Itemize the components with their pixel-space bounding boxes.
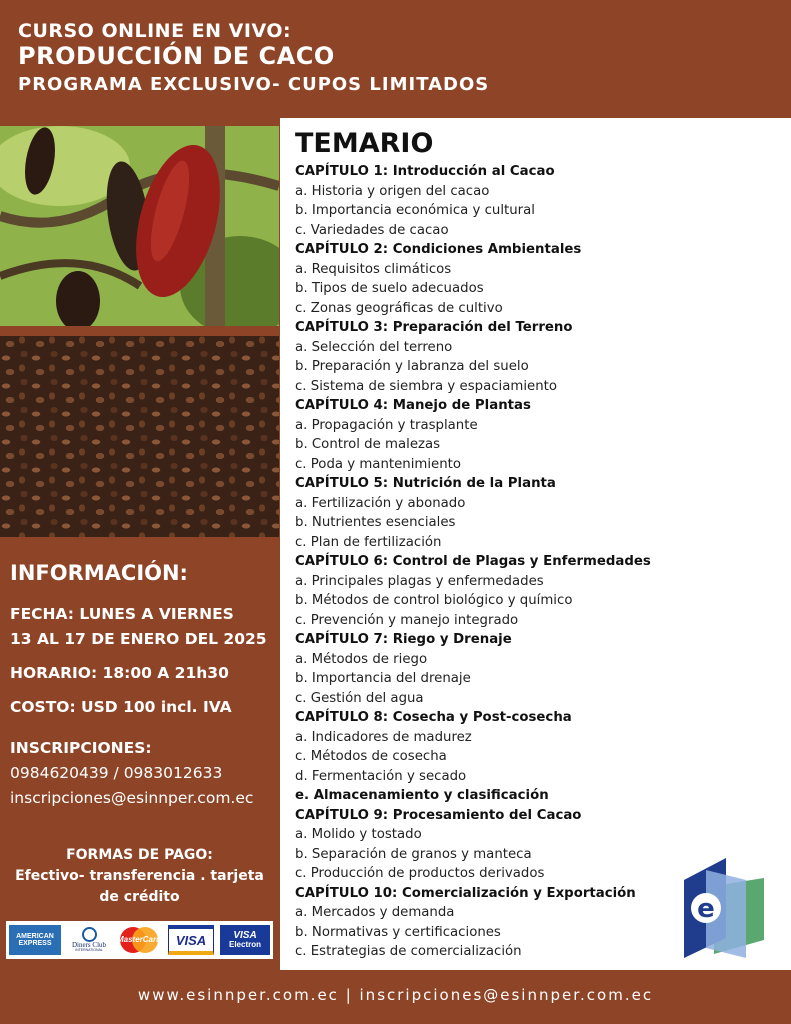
electron-label: Electron xyxy=(228,940,261,949)
chapter-item: c. Métodos de cosecha xyxy=(295,749,447,764)
course-subtitle: PROGRAMA EXCLUSIVO- CUPOS LIMITADOS xyxy=(18,74,490,95)
chapter-item: b. Importancia económica y cultural xyxy=(295,203,535,218)
payment-cards xyxy=(6,921,273,959)
visa-card-icon xyxy=(168,925,214,955)
course-type: CURSO ONLINE EN VIVO: xyxy=(18,20,292,42)
logo-letter: e xyxy=(697,894,715,924)
costo-line: COSTO: USD 100 incl. IVA xyxy=(10,698,232,716)
chapter-item: a. Fertilización y abonado xyxy=(295,495,466,511)
pago-title: FORMAS DE PAGO: xyxy=(66,847,213,863)
chapter-item: a. Selección del terreno xyxy=(295,339,453,355)
horario-line: HORARIO: 18:00 A 21h30 xyxy=(10,664,229,682)
chapter-item: c. Prevención y manejo integrado xyxy=(295,612,519,628)
diners-card-icon xyxy=(65,925,113,955)
chapter-heading: e. Almacenamiento y clasificación xyxy=(295,788,549,803)
chapter-heading: CAPÍTULO 4: Manejo de Plantas xyxy=(295,398,531,413)
chapter-heading: CAPÍTULO 3: Preparación del Terreno xyxy=(295,320,573,335)
chapter-item: d. Fermentación y secado xyxy=(295,768,467,784)
chapter-item: c. Zonas geográficas de cultivo xyxy=(295,300,503,316)
footer-contact: www.esinnper.com.ec | inscripciones@esinnper.com.ec xyxy=(0,970,791,1024)
chapter-item: c. Estrategias de comercialización xyxy=(295,944,522,959)
chapter-item: b. Normativas y certificaciones xyxy=(295,924,501,940)
chapter-heading: CAPÍTULO 1: Introducción al Cacao xyxy=(295,164,555,179)
chapter-heading: CAPÍTULO 2: Condiciones Ambientales xyxy=(295,242,582,257)
inscripciones-label: INSCRIPCIONES: xyxy=(10,739,152,757)
chapter-heading: CAPÍTULO 7: Riego y Drenaje xyxy=(295,632,512,647)
header-banner xyxy=(0,0,791,118)
info-panel xyxy=(0,545,279,970)
chapter-item: c. Plan de fertilización xyxy=(295,534,442,550)
chapter-heading: CAPÍTULO 8: Cosecha y Post-cosecha xyxy=(295,710,572,725)
chapter-item: a. Indicadores de madurez xyxy=(295,729,472,745)
esinnper-logo xyxy=(684,858,764,966)
pago-line-2: de crédito xyxy=(99,889,180,905)
cacao-pod-photo xyxy=(0,126,279,326)
phone-numbers: 0984620439 / 0983012633 xyxy=(10,764,223,782)
temario-list xyxy=(295,162,785,962)
mastercard-card-icon xyxy=(116,925,162,955)
fecha-line-1: FECHA: LUNES A VIERNES xyxy=(10,605,234,623)
chapter-item: a. Molido y tostado xyxy=(295,827,422,842)
chapter-item: a. Métodos de riego xyxy=(295,651,428,667)
chapter-item: a. Requisitos climáticos xyxy=(295,261,452,277)
chapter-item: c. Producción de productos derivados xyxy=(295,866,545,881)
course-title: PRODUCCIÓN DE CACO xyxy=(18,42,335,70)
mastercard-label: MasterCard xyxy=(116,935,161,944)
temario-title: TEMARIO xyxy=(295,128,434,159)
chapter-item: c. Gestión del agua xyxy=(295,690,424,706)
chapter-item: b. Nutrientes esenciales xyxy=(295,515,456,530)
amex-card-icon xyxy=(9,925,61,955)
chapter-item: b. Importancia del drenaje xyxy=(295,671,471,686)
chapter-item: b. Tipos de suelo adecuados xyxy=(295,281,484,296)
temario-panel xyxy=(280,118,791,970)
chapter-heading: CAPÍTULO 9: Procesamiento del Cacao xyxy=(295,807,582,823)
fecha-line-2: 13 AL 17 DE ENERO DEL 2025 xyxy=(10,630,267,648)
chapter-item: b. Control de malezas xyxy=(295,437,441,452)
cacao-beans-photo xyxy=(0,336,279,537)
chapter-heading: CAPÍTULO 10: Comercialización y Exportación xyxy=(295,885,636,901)
chapter-item: c. Poda y mantenimiento xyxy=(295,456,462,472)
chapter-heading: CAPÍTULO 5: Nutrición de la Planta xyxy=(295,476,556,491)
chapter-item: a. Historia y origen del cacao xyxy=(295,183,490,199)
visa-electron-label: VISA xyxy=(233,930,257,941)
chapter-item: a. Mercados y demanda xyxy=(295,905,455,920)
amex-label: AMERICAN EXPRESS xyxy=(16,933,54,947)
chapter-item: c. Sistema de siembra y espaciamiento xyxy=(295,378,557,394)
pago-line-1: Efectivo- transferencia . tarjeta xyxy=(15,868,264,884)
diners-label: Diners Club xyxy=(71,941,107,950)
diners-sub-label: INTERNATIONAL xyxy=(75,948,103,953)
chapter-item: b. Métodos de control biológico y químico xyxy=(295,593,573,608)
visa-label: VISA xyxy=(175,932,207,948)
chapter-item: a. Propagación y trasplante xyxy=(295,417,478,433)
visa-electron-card-icon xyxy=(220,925,270,955)
chapter-item: c. Variedades de cacao xyxy=(295,222,449,238)
contact-email[interactable]: inscripciones@esinnper.com.ec xyxy=(10,789,254,807)
chapter-item: a. Principales plagas y enfermedades xyxy=(295,573,544,589)
chapter-item: b. Separación de granos y manteca xyxy=(295,846,532,862)
info-title: INFORMACIÓN: xyxy=(10,561,188,585)
diners-circle-icon xyxy=(82,927,97,942)
chapter-item: b. Preparación y labranza del suelo xyxy=(295,359,529,374)
chapter-heading: CAPÍTULO 6: Control de Plagas y Enfermedades xyxy=(295,554,651,569)
